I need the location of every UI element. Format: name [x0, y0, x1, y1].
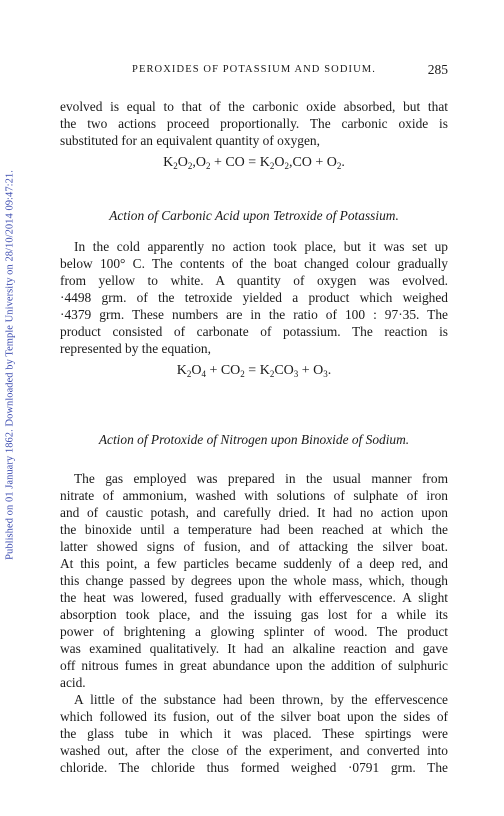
paragraph-line: power of brightening a glowing splinter of wood. The product: [60, 624, 448, 639]
download-watermark: [2, 100, 18, 630]
equation-1: $K_2O_2,O_2$ + CO = $K_2O_2,CO + O_2$.: [163, 155, 345, 171]
paragraph-line: represented by the equation,: [60, 341, 211, 356]
paragraph-line: nitrate of ammonium, washed with solutions of sulphate of iron: [60, 488, 448, 503]
paragraph-line: below 100° C. The contents of the boat changed colour gradually: [60, 256, 448, 271]
paragraph-line: was examined qualitatively. It had an alkaline reaction and gave: [60, 641, 448, 656]
paragraph-line: The gas employed was prepared in the usual manner from: [74, 471, 448, 486]
paragraph-line: which followed its fusion, out of the silver boat upon the sides of: [60, 709, 448, 724]
paragraph-line: ·4379 grm. These numbers are in the ratio of 100 : 97·35. The: [60, 307, 448, 322]
paragraph-line: A little of the substance had been thrown, by the effervescence: [74, 692, 448, 707]
paragraph-line: the binoxide until a temperature had been reached at which the: [60, 522, 448, 537]
paragraph-line: the two actions proceed proportionally. The carbonic oxide is: [60, 116, 448, 131]
page-number: 285: [427, 62, 448, 77]
paragraph-line: At this point, a few particles became suddenly of a deep red, and: [60, 556, 448, 571]
page-header: [52, 64, 448, 80]
paragraph-line: substituted for an equivalent quantity of oxygen,: [60, 133, 320, 148]
paragraph-line: chloride. The chloride thus formed weighed ·0791 grm. The: [60, 760, 448, 775]
paragraph-line: the heat was lowered, fused gradually with effervescence. A slight: [60, 590, 448, 605]
paragraph-line: off nitrous fumes in great abundance upon the addition of sulphuric: [60, 658, 448, 673]
paragraph-line: acid.: [60, 675, 86, 690]
equation-2: $K_2O_4 + CO_2 = K_2CO_3 + O_3$.: [176, 363, 332, 379]
paragraph-line: this change passed by degrees upon the whole mass, which, though: [60, 573, 448, 588]
download-watermark-text: Published on 01 January 1862. Downloaded by Temple University on 28/10/2014 09:47:21.: [4, 170, 16, 560]
paragraph-line: evolved is equal to that of the carbonic oxide absorbed, but that: [60, 99, 448, 114]
paragraph-line: absorption took place, and the issuing gas lost for a while its: [60, 607, 448, 622]
paragraph-line: from yellow to white. A quantity of oxygen was evolved.: [60, 273, 448, 288]
section-heading: Action of Carbonic Acid upon Tetroxide of Potassium.: [109, 208, 399, 223]
section-heading: Action of Protoxide of Nitrogen upon Binoxide of Sodium.: [98, 432, 410, 447]
paragraph-line: latter showed signs of fusion, and of attacking the silver boat.: [60, 539, 448, 554]
paragraph-line: and of caustic potash, and carefully dried. It had no action upon: [60, 505, 448, 520]
paragraph-line: product consisted of carbonate of potassium. The reaction is: [60, 324, 448, 339]
paragraph-line: washed out, after the close of the experiment, and converted into: [60, 743, 448, 758]
running-title: PEROXIDES OF POTASSIUM AND SODIUM.: [132, 64, 376, 75]
paragraph-line: In the cold apparently no action took place, but it was set up: [74, 239, 448, 254]
paragraph-line: the glass tube in which it was placed. These spirtings were: [60, 726, 448, 741]
paragraph-line: ·4498 grm. of the tetroxide yielded a product which weighed: [60, 290, 448, 305]
